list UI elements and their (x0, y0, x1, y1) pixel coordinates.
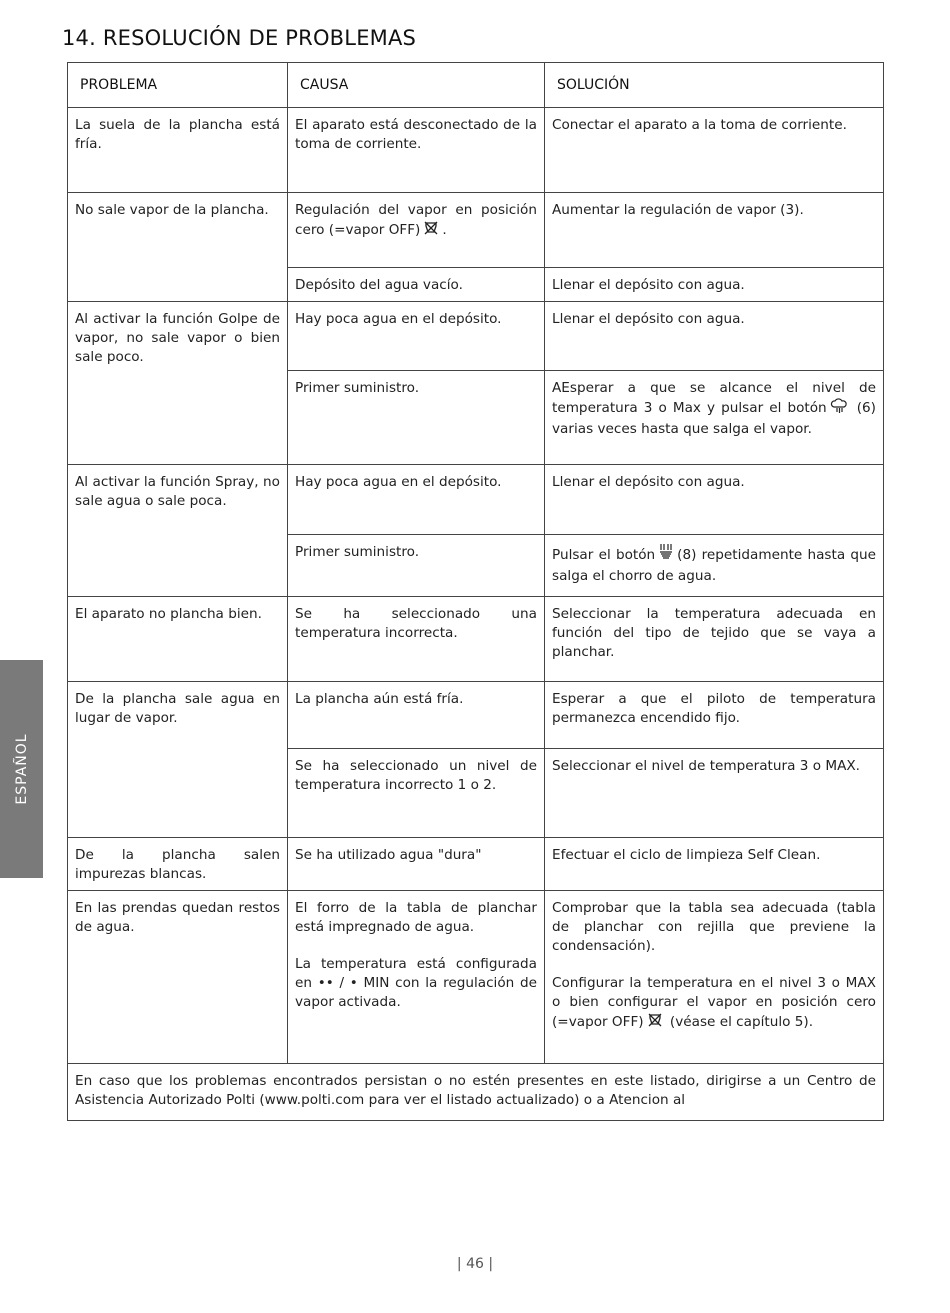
solution-text: Comprobar que la tabla sea adecuada (tabla de planchar con rejilla que previene la condensación). (552, 900, 876, 954)
table-row (68, 891, 884, 1064)
solution-cell: Llenar el depósito con agua. (545, 268, 884, 302)
cause-text: Regulación del vapor en posición cero (=vapor OFF) (295, 202, 537, 238)
steam-off-icon (423, 220, 439, 242)
problem-cell: De la plancha salen impurezas blancas. (68, 838, 288, 891)
problem-cell: Al activar la función Spray, no sale agua o sale poca. (68, 465, 288, 597)
solution-text-end: (véase el capítulo 5). (669, 1014, 814, 1030)
table-row (68, 682, 884, 749)
steam-shot-icon (830, 398, 848, 420)
solution-cell: Seleccionar el nivel de temperatura 3 o MAX. (545, 749, 884, 838)
header-solution: SOLUCIÓN (545, 63, 884, 108)
cause-cell: Se ha seleccionado una temperatura incorrecta. (288, 597, 545, 682)
table-row (68, 108, 884, 193)
cause-text: El forro de la tabla de planchar está impregnado de agua. (295, 900, 537, 935)
cause-cell: Se ha utilizado agua "dura" (288, 838, 545, 891)
table-row (68, 597, 884, 682)
footer-note: En caso que los problemas encontrados persistan o no estén presentes en este listado, dirigirse a un Centro de Asistencia Autorizado Polti (www.polti.com para ver el listado actualizado) o a Atencion al (68, 1064, 884, 1121)
header-problem: PROBLEMA (68, 63, 288, 108)
cause-cell: El aparato está desconectado de la toma de corriente. (288, 108, 545, 193)
language-tab (0, 660, 43, 878)
header-cause: CAUSA (288, 63, 545, 108)
cause-cell (288, 193, 545, 268)
cause-cell: Primer suministro. (288, 371, 545, 465)
cause-cell (288, 891, 545, 1064)
cause-text-end: . (442, 222, 447, 238)
cause-cell: Depósito del agua vacío. (288, 268, 545, 302)
cause-cell: Se ha seleccionado un nivel de temperatura incorrecto 1 o 2. (288, 749, 545, 838)
solution-cell: Esperar a que el piloto de temperatura permanezca encendido fijo. (545, 682, 884, 749)
solution-cell (545, 891, 884, 1064)
solution-cell (545, 535, 884, 597)
problem-cell: De la plancha sale agua en lugar de vapor. (68, 682, 288, 838)
cause-cell: La plancha aún está fría. (288, 682, 545, 749)
solution-cell: Conectar el aparato a la toma de corriente. (545, 108, 884, 193)
solution-text: Configurar la temperatura en el nivel 3 o MAX o bien configurar el vapor en posición cero (=vapor OFF) (552, 975, 876, 1030)
solution-cell (545, 371, 884, 465)
solution-cell: Llenar el depósito con agua. (545, 465, 884, 535)
page-title: 14. RESOLUCIÓN DE PROBLEMAS (62, 26, 417, 50)
solution-text: Pulsar el botón (552, 547, 656, 563)
problem-cell: La suela de la plancha está fría. (68, 108, 288, 193)
cause-text: La temperatura está configurada en •• / • MIN con la regulación de vapor activada. (295, 956, 537, 1010)
solution-text-end: (8) repetidamente hasta que salga el chorro de agua. (552, 547, 877, 584)
solution-cell: Aumentar la regulación de vapor (3). (545, 193, 884, 268)
page-number: | 46 | (456, 1256, 494, 1272)
cause-cell: Primer suministro. (288, 535, 545, 597)
table-row (68, 302, 884, 371)
problem-cell: El aparato no plancha bien. (68, 597, 288, 682)
table-row (68, 193, 884, 268)
problem-cell: Al activar la función Golpe de vapor, no sale vapor o bien sale poco. (68, 302, 288, 465)
cause-cell: Hay poca agua en el depósito. (288, 465, 545, 535)
table-footer-row (68, 1064, 884, 1121)
solution-cell: Efectuar el ciclo de limpieza Self Clean. (545, 838, 884, 891)
steam-off-icon (647, 1012, 663, 1034)
table-header-row (68, 63, 884, 108)
language-tab-label: ESPAÑOL (13, 733, 30, 805)
solution-text-end: (6) varias veces hasta que salga el vapor. (552, 400, 876, 437)
troubleshooting-table (67, 62, 884, 1121)
spray-icon (658, 543, 674, 567)
table-row (68, 838, 884, 891)
solution-text: AEsperar a que se alcance el nivel de temperatura 3 o Max y pulsar el botón (552, 380, 876, 416)
solution-cell: Seleccionar la temperatura adecuada en función del tipo de tejido que se vaya a planchar. (545, 597, 884, 682)
solution-cell: Llenar el depósito con agua. (545, 302, 884, 371)
problem-cell: En las prendas quedan restos de agua. (68, 891, 288, 1064)
problem-cell: No sale vapor de la plancha. (68, 193, 288, 302)
cause-cell: Hay poca agua en el depósito. (288, 302, 545, 371)
table-row (68, 465, 884, 535)
